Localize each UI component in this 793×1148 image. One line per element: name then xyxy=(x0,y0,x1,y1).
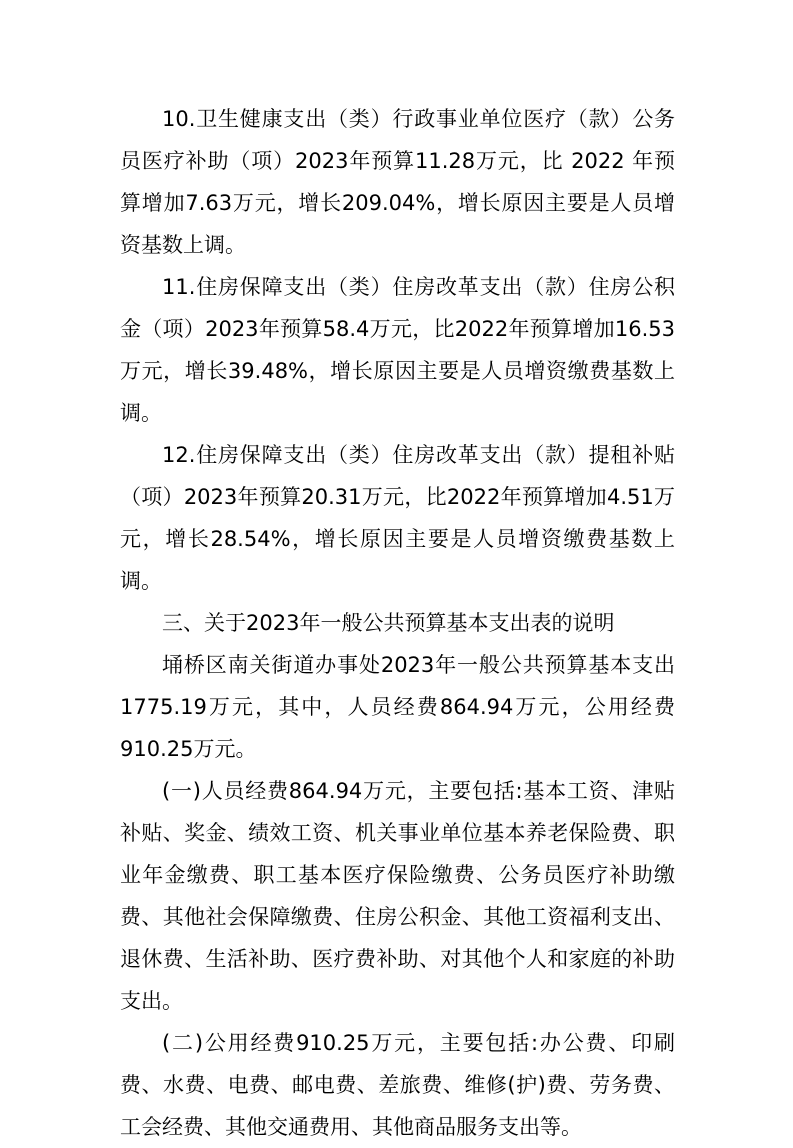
paragraph-rent-subsidy: 12.住房保障支出（类）住房改革支出（款）提租补贴（项）2023年预算20.31万元，比2022年预算增加4.51万元，增长28.54%，增长原因主要是人员增资缴费基数上调。 xyxy=(120,443,675,593)
paragraph-health-expenditure: 10.卫生健康支出（类）行政事业单位医疗（款）公务员医疗补助（项）2023年预算11.28万元，比 2022 年预算增加7.63万元，增长209.04%，增长原因主要是人员增资基数上调。 xyxy=(120,107,675,257)
section-heading-basic-expenditure: 三、关于2023年一般公共预算基本支出表的说明 xyxy=(162,611,615,635)
document-page xyxy=(120,98,675,1148)
paragraph-public-expenses: (二)公用经费910.25万元，主要包括:办公费、印刷费、水费、电费、邮电费、差旅费、维修(护)费、劳务费、工会经费、其他交通费用、其他商品服务支出等。 xyxy=(120,1031,675,1139)
paragraph-personnel-expenses: (一)人员经费864.94万元，主要包括:基本工资、津贴补贴、奖金、绩效工资、机关事业单位基本养老保险费、职业年金缴费、职工基本医疗保险缴费、公务员医疗补助缴费、其他社会保障缴费、住房公积金、其他工资福利支出、退休费、生活补助、医疗费补助、对其他个人和家庭的补助支出。 xyxy=(120,779,675,1013)
paragraph-basic-expenditure-summary: 埇桥区南关街道办事处2023年一般公共预算基本支出1775.19万元，其中，人员经费864.94万元，公用经费910.25万元。 xyxy=(120,653,675,761)
paragraph-housing-provident-fund: 11.住房保障支出（类）住房改革支出（款）住房公积金（项）2023年预算58.4万元，比2022年预算增加16.53万元，增长39.48%，增长原因主要是人员增资缴费基数上调。 xyxy=(120,275,675,425)
